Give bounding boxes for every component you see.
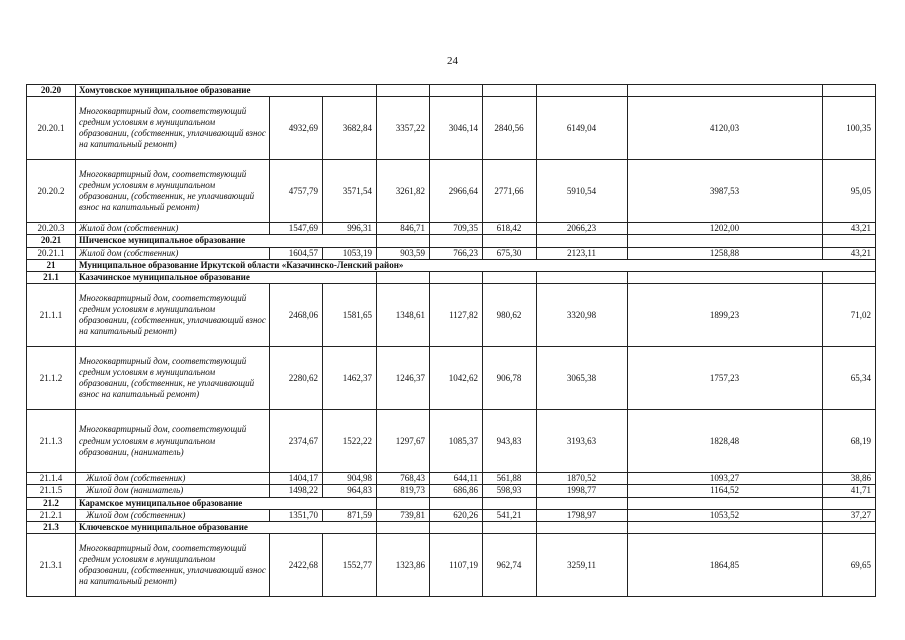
value-cell: 3193,63 [537, 410, 628, 473]
value-cell: 68,19 [823, 410, 876, 473]
section-header-row [27, 522, 876, 534]
value-cell: 904,98 [323, 473, 377, 485]
empty-cell [430, 522, 483, 534]
value-cell: 964,83 [323, 485, 377, 497]
empty-cell [377, 272, 430, 284]
empty-cell [537, 235, 628, 247]
value-cell: 644,11 [430, 473, 483, 485]
table-row [27, 534, 876, 597]
section-code: 21.2 [27, 497, 76, 509]
value-cell: 1828,48 [628, 410, 823, 473]
value-cell: 1522,22 [323, 410, 377, 473]
row-code: 20.21.1 [27, 247, 76, 259]
value-cell: 65,34 [823, 347, 876, 410]
value-cell: 846,71 [377, 223, 430, 235]
value-cell: 5910,54 [537, 160, 628, 223]
value-cell: 1053,52 [628, 509, 823, 521]
page-number: 24 [447, 55, 458, 67]
row-code: 21.2.1 [27, 509, 76, 521]
empty-cell [628, 272, 823, 284]
row-description: Жилой дом (наниматель) [76, 485, 270, 497]
value-cell: 980,62 [483, 284, 537, 347]
value-cell: 1462,37 [323, 347, 377, 410]
table-body [27, 85, 876, 597]
value-cell: 1899,23 [628, 284, 823, 347]
empty-cell [823, 259, 876, 271]
value-cell: 1042,62 [430, 347, 483, 410]
empty-cell [483, 85, 537, 97]
value-cell: 2771,66 [483, 160, 537, 223]
value-cell: 2966,64 [430, 160, 483, 223]
value-cell: 1581,65 [323, 284, 377, 347]
row-code: 20.20.3 [27, 223, 76, 235]
value-cell: 6149,04 [537, 97, 628, 160]
section-code: 20.21 [27, 235, 76, 247]
row-code: 21.1.3 [27, 410, 76, 473]
value-cell: 41,71 [823, 485, 876, 497]
value-cell: 871,59 [323, 509, 377, 521]
value-cell: 43,21 [823, 247, 876, 259]
value-cell: 1164,52 [628, 485, 823, 497]
section-code: 21.1 [27, 272, 76, 284]
value-cell: 686,86 [430, 485, 483, 497]
empty-cell [430, 235, 483, 247]
empty-cell [430, 497, 483, 509]
table-row [27, 97, 876, 160]
table-row [27, 410, 876, 473]
empty-cell [537, 272, 628, 284]
value-cell: 1323,86 [377, 534, 430, 597]
value-cell: 906,78 [483, 347, 537, 410]
section-title: Шиченское муниципальное образование [76, 235, 377, 247]
value-cell: 1297,67 [377, 410, 430, 473]
value-cell: 1552,77 [323, 534, 377, 597]
row-description: Многоквартирный дом, соответствующий средним условиям в муниципальном образовании, (собственник, уплачивающий взнос на капитальный ремонт) [76, 534, 270, 597]
value-cell: 2840,56 [483, 97, 537, 160]
value-cell: 1093,27 [628, 473, 823, 485]
row-code: 21.1.2 [27, 347, 76, 410]
value-cell: 4932,69 [270, 97, 323, 160]
value-cell: 766,23 [430, 247, 483, 259]
value-cell: 1258,88 [628, 247, 823, 259]
value-cell: 943,83 [483, 410, 537, 473]
value-cell: 1998,77 [537, 485, 628, 497]
value-cell: 3320,98 [537, 284, 628, 347]
empty-cell [823, 272, 876, 284]
table-row [27, 284, 876, 347]
empty-cell [628, 497, 823, 509]
value-cell: 1604,57 [270, 247, 323, 259]
value-cell: 2066,23 [537, 223, 628, 235]
empty-cell [823, 85, 876, 97]
value-cell: 69,65 [823, 534, 876, 597]
value-cell: 618,42 [483, 223, 537, 235]
table-row [27, 509, 876, 521]
row-description: Жилой дом (собственник) [76, 223, 270, 235]
value-cell: 598,93 [483, 485, 537, 497]
row-code: 20.20.2 [27, 160, 76, 223]
empty-cell [377, 235, 430, 247]
section-code: 21.3 [27, 522, 76, 534]
value-cell: 3987,53 [628, 160, 823, 223]
value-cell: 4120,03 [628, 97, 823, 160]
value-cell: 2280,62 [270, 347, 323, 410]
value-cell: 903,59 [377, 247, 430, 259]
row-code: 20.20.1 [27, 97, 76, 160]
value-cell: 996,31 [323, 223, 377, 235]
value-cell: 1107,19 [430, 534, 483, 597]
empty-cell [628, 235, 823, 247]
value-cell: 3259,11 [537, 534, 628, 597]
value-cell: 3261,82 [377, 160, 430, 223]
empty-cell [537, 497, 628, 509]
value-cell: 4757,79 [270, 160, 323, 223]
value-cell: 3571,54 [323, 160, 377, 223]
value-cell: 620,26 [430, 509, 483, 521]
value-cell: 1798,97 [537, 509, 628, 521]
table-row [27, 347, 876, 410]
section-header-row [27, 272, 876, 284]
row-description: Многоквартирный дом, соответствующий средним условиям в муниципальном образовании, (наниматель) [76, 410, 270, 473]
row-description: Многоквартирный дом, соответствующий средним условиям в муниципальном образовании, (собственник, не уплачивающий взнос на капитальный ремонт) [76, 160, 270, 223]
section-title: Казачинское муниципальное образование [76, 272, 377, 284]
empty-cell [483, 272, 537, 284]
section-code: 20.20 [27, 85, 76, 97]
value-cell: 1127,82 [430, 284, 483, 347]
empty-cell [430, 85, 483, 97]
empty-cell [483, 497, 537, 509]
value-cell: 3357,22 [377, 97, 430, 160]
row-description: Многоквартирный дом, соответствующий средним условиям в муниципальном образовании, (собственник, уплачивающий взнос на капитальный ремонт) [76, 97, 270, 160]
table-row [27, 223, 876, 235]
row-code: 21.1.4 [27, 473, 76, 485]
section-header-row [27, 497, 876, 509]
value-cell: 71,02 [823, 284, 876, 347]
section-title: Хомутовское муниципальное образование [76, 85, 377, 97]
value-cell: 2468,06 [270, 284, 323, 347]
section-header-row [27, 259, 876, 271]
section-header-row [27, 235, 876, 247]
value-cell: 3046,14 [430, 97, 483, 160]
value-cell: 38,86 [823, 473, 876, 485]
value-cell: 1085,37 [430, 410, 483, 473]
row-code: 21.1.1 [27, 284, 76, 347]
row-code: 21.1.5 [27, 485, 76, 497]
row-description: Жилой дом (собственник) [76, 247, 270, 259]
value-cell: 962,74 [483, 534, 537, 597]
value-cell: 561,88 [483, 473, 537, 485]
value-cell: 2123,11 [537, 247, 628, 259]
empty-cell [537, 522, 628, 534]
row-code: 21.3.1 [27, 534, 76, 597]
empty-cell [377, 85, 430, 97]
section-title: Ключевское муниципальное образование [76, 522, 377, 534]
value-cell: 1864,85 [628, 534, 823, 597]
empty-cell [823, 497, 876, 509]
value-cell: 675,30 [483, 247, 537, 259]
row-description: Жилой дом (собственник) [76, 473, 270, 485]
empty-cell [823, 522, 876, 534]
value-cell: 100,35 [823, 97, 876, 160]
table-row [27, 473, 876, 485]
empty-cell [823, 235, 876, 247]
empty-cell [537, 85, 628, 97]
value-cell: 1053,19 [323, 247, 377, 259]
value-cell: 1348,61 [377, 284, 430, 347]
value-cell: 1351,70 [270, 509, 323, 521]
value-cell: 541,21 [483, 509, 537, 521]
value-cell: 739,81 [377, 509, 430, 521]
value-cell: 1757,23 [628, 347, 823, 410]
value-cell: 819,73 [377, 485, 430, 497]
value-cell: 768,43 [377, 473, 430, 485]
empty-cell [628, 522, 823, 534]
value-cell: 37,27 [823, 509, 876, 521]
value-cell: 1404,17 [270, 473, 323, 485]
value-cell: 3065,38 [537, 347, 628, 410]
empty-cell [483, 522, 537, 534]
section-code: 21 [27, 259, 76, 271]
tariff-table [26, 84, 876, 597]
row-description: Многоквартирный дом, соответствующий средним условиям в муниципальном образовании, (собственник, не уплачивающий взнос на капитальный ремонт) [76, 347, 270, 410]
table-row [27, 485, 876, 497]
empty-cell [377, 497, 430, 509]
value-cell: 1870,52 [537, 473, 628, 485]
value-cell: 1202,00 [628, 223, 823, 235]
empty-cell [430, 272, 483, 284]
section-header-row [27, 85, 876, 97]
empty-cell [483, 235, 537, 247]
section-title: Карамское муниципальное образование [76, 497, 377, 509]
value-cell: 95,05 [823, 160, 876, 223]
value-cell: 2422,68 [270, 534, 323, 597]
empty-cell [377, 522, 430, 534]
value-cell: 3682,84 [323, 97, 377, 160]
value-cell: 2374,67 [270, 410, 323, 473]
value-cell: 1246,37 [377, 347, 430, 410]
table-row [27, 160, 876, 223]
section-title: Муниципальное образование Иркутской области «Казачинско-Ленский район» [76, 259, 823, 271]
empty-cell [628, 85, 823, 97]
value-cell: 1498,22 [270, 485, 323, 497]
row-description: Многоквартирный дом, соответствующий средним условиям в муниципальном образовании, (собственник, уплачивающий взнос на капитальный ремонт) [76, 284, 270, 347]
row-description: Жилой дом (собственник) [76, 509, 270, 521]
value-cell: 709,35 [430, 223, 483, 235]
table-row [27, 247, 876, 259]
value-cell: 43,21 [823, 223, 876, 235]
value-cell: 1547,69 [270, 223, 323, 235]
